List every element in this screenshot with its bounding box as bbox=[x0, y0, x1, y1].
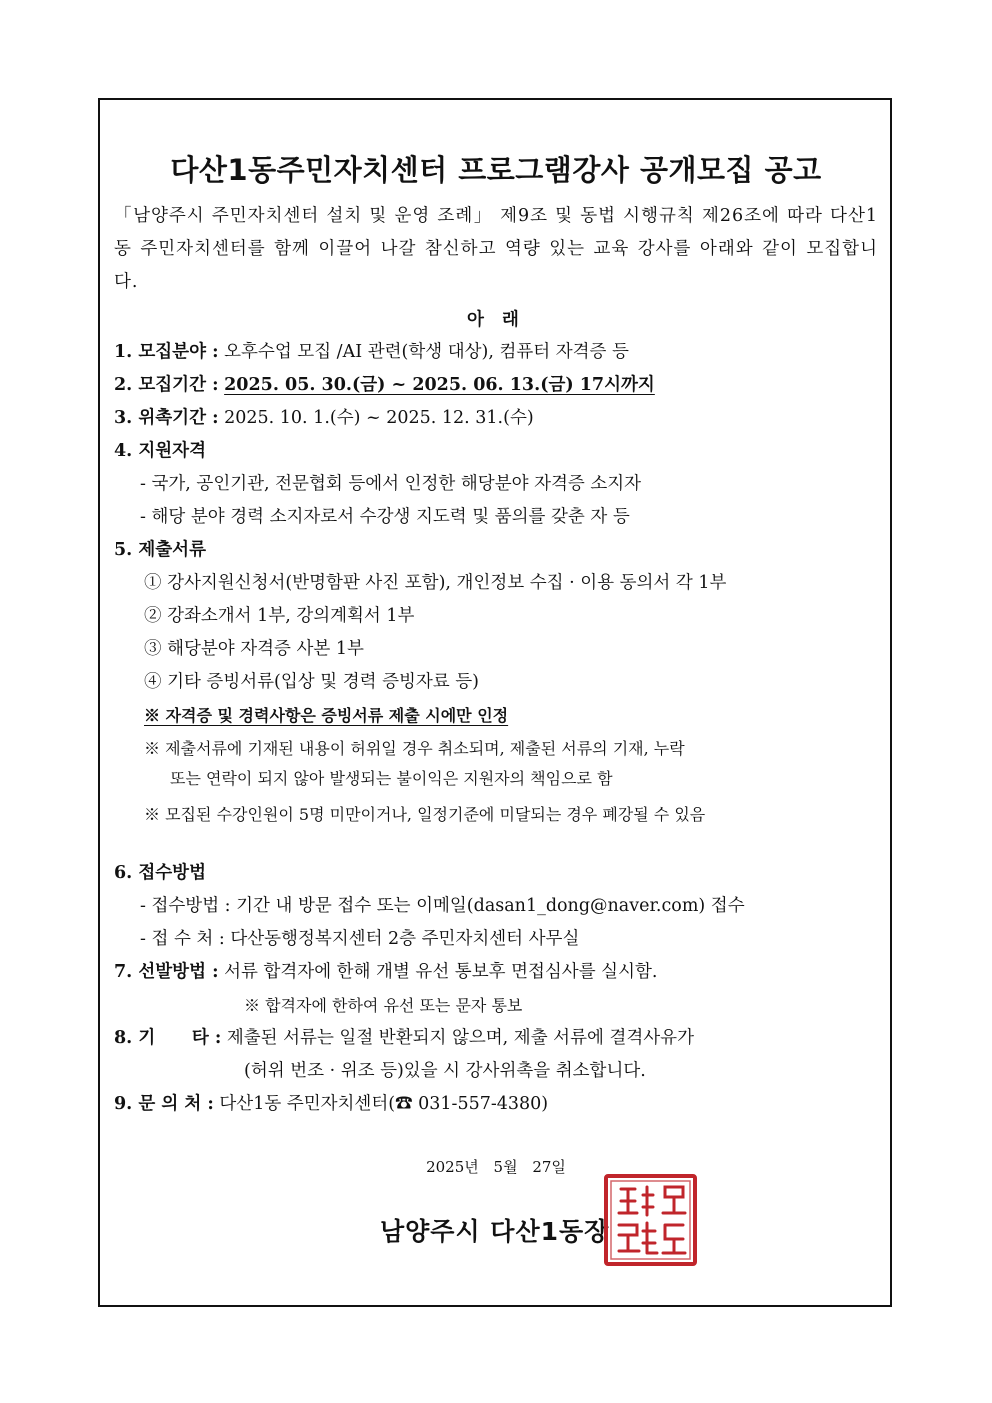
item-3-value: 2025. 10. 1.(수) ~ 2025. 12. 31.(수) bbox=[224, 408, 534, 428]
item-6-label: 6. 접수방법 bbox=[114, 863, 206, 883]
document-title: 다산1동주민자치센터 프로그램강사 공개모집 공고 bbox=[170, 153, 822, 187]
item-2-label: 2. 모집기간 : bbox=[114, 375, 219, 395]
item-5-4: ④ 기타 증빙서류(입상 및 경력 증빙자료 등) bbox=[144, 672, 480, 692]
item-7-value: 서류 합격자에 한해 개별 유선 통보후 면접심사를 실시함. bbox=[224, 962, 658, 982]
official-seal-icon bbox=[603, 1173, 698, 1267]
issue-date: 2025년 5월 27일 bbox=[426, 1158, 566, 1176]
note-3: ※ 모집된 수강인원이 5명 미만이거나, 일정기준에 미달되는 경우 폐강될 수 있음 bbox=[144, 805, 706, 824]
item-5-label: 5. 제출서류 bbox=[114, 540, 206, 560]
item-4-a: - 국가, 공인기관, 전문협회 등에서 인정한 해당분야 자격증 소지자 bbox=[140, 474, 642, 494]
item-6-b: - 접 수 처 : 다산동행정복지센터 2층 주민자치센터 사무실 bbox=[140, 929, 580, 949]
item-4-b: - 해당 분야 경력 소지자로서 수강생 지도력 및 품의를 갖춘 자 등 bbox=[140, 507, 630, 527]
item-5-2: ② 강좌소개서 1부, 강의계획서 1부 bbox=[144, 606, 415, 626]
item-6-a: - 접수방법 : 기간 내 방문 접수 또는 이메일(dasan1_dong@naver.com) 접수 bbox=[140, 896, 745, 916]
item-2-value: 2025. 05. 30.(금) ~ 2025. 06. 13.(금) 17시까지 bbox=[224, 375, 655, 395]
item-1 bbox=[114, 340, 629, 364]
item-1-value: 오후수업 모집 /AI 관련(학생 대상), 컴퓨터 자격증 등 bbox=[224, 342, 629, 362]
note-2a: ※ 제출서류에 기재된 내용이 허위일 경우 취소되며, 제출된 서류의 기재, 누락 bbox=[144, 739, 685, 758]
item-9-label: 9. 문 의 처 : bbox=[114, 1094, 214, 1114]
item-9-value: 다산1동 주민자치센터(☎ 031-557-4380) bbox=[219, 1094, 549, 1114]
item-3 bbox=[114, 406, 534, 430]
item-5-1: ① 강사지원신청서(반명함판 사진 포함), 개인정보 수집 · 이용 동의서 각 1부 bbox=[144, 573, 727, 593]
note-1: ※ 자격증 및 경력사항은 증빙서류 제출 시에만 인정 bbox=[144, 706, 509, 725]
note-2b: 또는 연락이 되지 않아 발생되는 불이익은 지원자의 책임으로 함 bbox=[170, 769, 613, 788]
item-7-label: 7. 선발방법 : bbox=[114, 962, 219, 982]
item-4-label: 4. 지원자격 bbox=[114, 441, 206, 461]
item-8-value: 제출된 서류는 일절 반환되지 않으며, 제출 서류에 결격사유가 bbox=[226, 1028, 694, 1048]
item-3-label: 3. 위촉기간 : bbox=[114, 408, 219, 428]
item-8-label: 8. 기 타 : bbox=[114, 1028, 222, 1048]
section-heading: 아 래 bbox=[467, 310, 525, 330]
item-8 bbox=[114, 1026, 694, 1050]
signature: 남양주시 다산1동장 bbox=[380, 1217, 610, 1246]
item-1-label: 1. 모집분야 : bbox=[114, 342, 219, 362]
item-9 bbox=[114, 1092, 548, 1116]
item-8-value-2: (허위 번조 · 위조 등)있을 시 강사위촉을 취소합니다. bbox=[244, 1061, 646, 1081]
item-7-note: ※ 합격자에 한하여 유선 또는 문자 통보 bbox=[244, 996, 523, 1015]
item-2 bbox=[114, 373, 655, 397]
item-7 bbox=[114, 960, 657, 984]
item-5-3: ③ 해당분야 자격증 사본 1부 bbox=[144, 639, 364, 659]
intro-paragraph: 「남양주시 주민자치센터 설치 및 운영 조례」 제9조 및 동법 시행규칙 제26조에 따라 다산1동 주민자치센터를 함께 이끌어 나갈 참신하고 역량 있는 교육 강사를 아래와 같이 모집합니다. bbox=[114, 206, 878, 292]
